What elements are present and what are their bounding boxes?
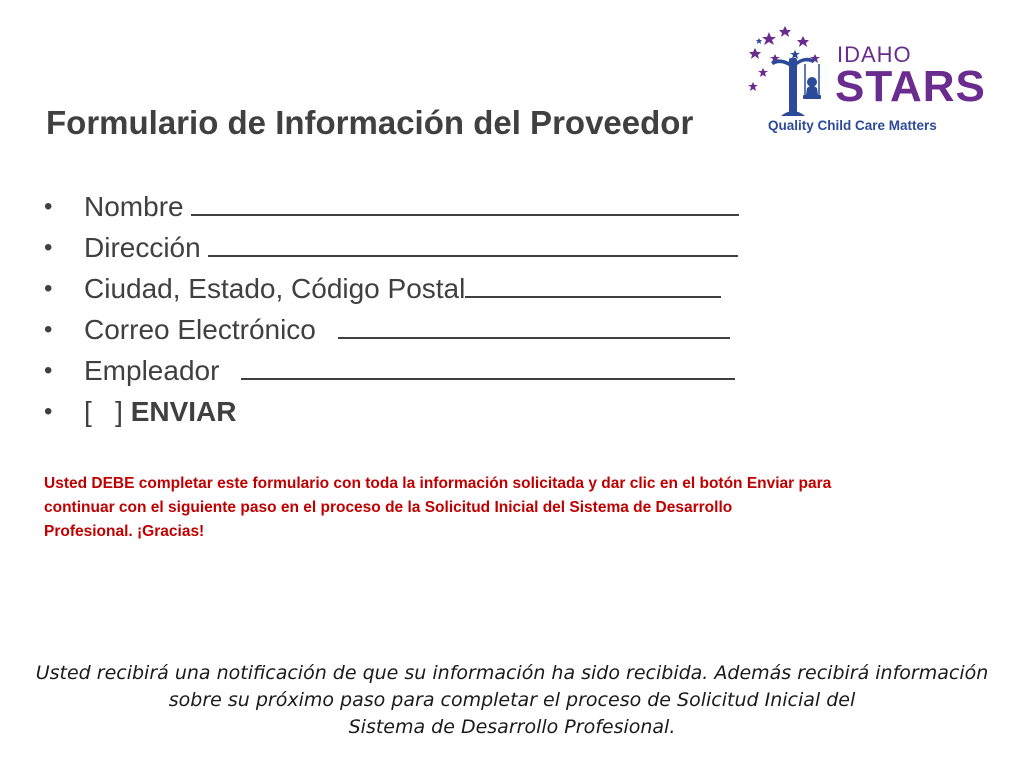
logo-stars-text: STARS bbox=[835, 62, 986, 111]
form-field-email bbox=[44, 309, 739, 350]
footer-line: sobre su próximo paso para completar el proceso de Solicitud Inicial del bbox=[168, 689, 856, 711]
notice-line: Profesional. ¡Gracias! bbox=[44, 523, 205, 540]
required-notice bbox=[44, 472, 944, 544]
bullet-icon: • bbox=[44, 398, 53, 425]
submit-button[interactable]: ENVIAR bbox=[130, 396, 237, 427]
footer-note bbox=[0, 660, 1024, 741]
footer-line: Usted recibirá una notificación de que su información ha sido recibida. Además recibirá información bbox=[35, 662, 989, 684]
form-field-name bbox=[44, 186, 739, 227]
form-field-submit bbox=[44, 391, 739, 432]
provider-form bbox=[44, 186, 739, 432]
city-state-zip-input[interactable] bbox=[465, 270, 721, 298]
address-input[interactable] bbox=[208, 229, 738, 257]
bullet-icon: • bbox=[44, 234, 53, 261]
form-field-address bbox=[44, 227, 739, 268]
field-label: Nombre bbox=[84, 191, 192, 222]
tree-with-stars-and-swing-icon bbox=[745, 20, 835, 120]
bullet-icon: • bbox=[44, 316, 53, 343]
field-label: Empleador bbox=[84, 355, 228, 386]
field-label: Dirección bbox=[84, 232, 209, 263]
name-input[interactable] bbox=[191, 188, 739, 216]
footer-line: Sistema de Desarrollo Profesional. bbox=[348, 716, 676, 738]
field-label: Correo Electrónico bbox=[84, 314, 324, 345]
submit-checkbox[interactable]: [ ] bbox=[84, 396, 123, 427]
form-field-city-state-zip bbox=[44, 268, 739, 309]
employer-input[interactable] bbox=[241, 352, 735, 380]
logo-tagline: Quality Child Care Matters bbox=[768, 118, 937, 133]
form-field-employer bbox=[44, 350, 739, 391]
field-label: Ciudad, Estado, Código Postal bbox=[84, 273, 466, 304]
logo-idaho-text: IDAHO bbox=[837, 42, 912, 67]
bullet-icon: • bbox=[44, 275, 53, 302]
idaho-stars-logo bbox=[745, 20, 986, 140]
bullet-icon: • bbox=[44, 357, 53, 384]
notice-line: continuar con el siguiente paso en el proceso de la Solicitud Inicial del Sistema de Desarrollo bbox=[44, 499, 733, 516]
page-title: Formulario de Información del Proveedor bbox=[46, 104, 694, 141]
notice-line: Usted DEBE completar este formulario con toda la información solicitada y dar clic en el botón Enviar para bbox=[44, 475, 832, 492]
email-input[interactable] bbox=[338, 311, 730, 339]
bullet-icon: • bbox=[44, 193, 53, 220]
